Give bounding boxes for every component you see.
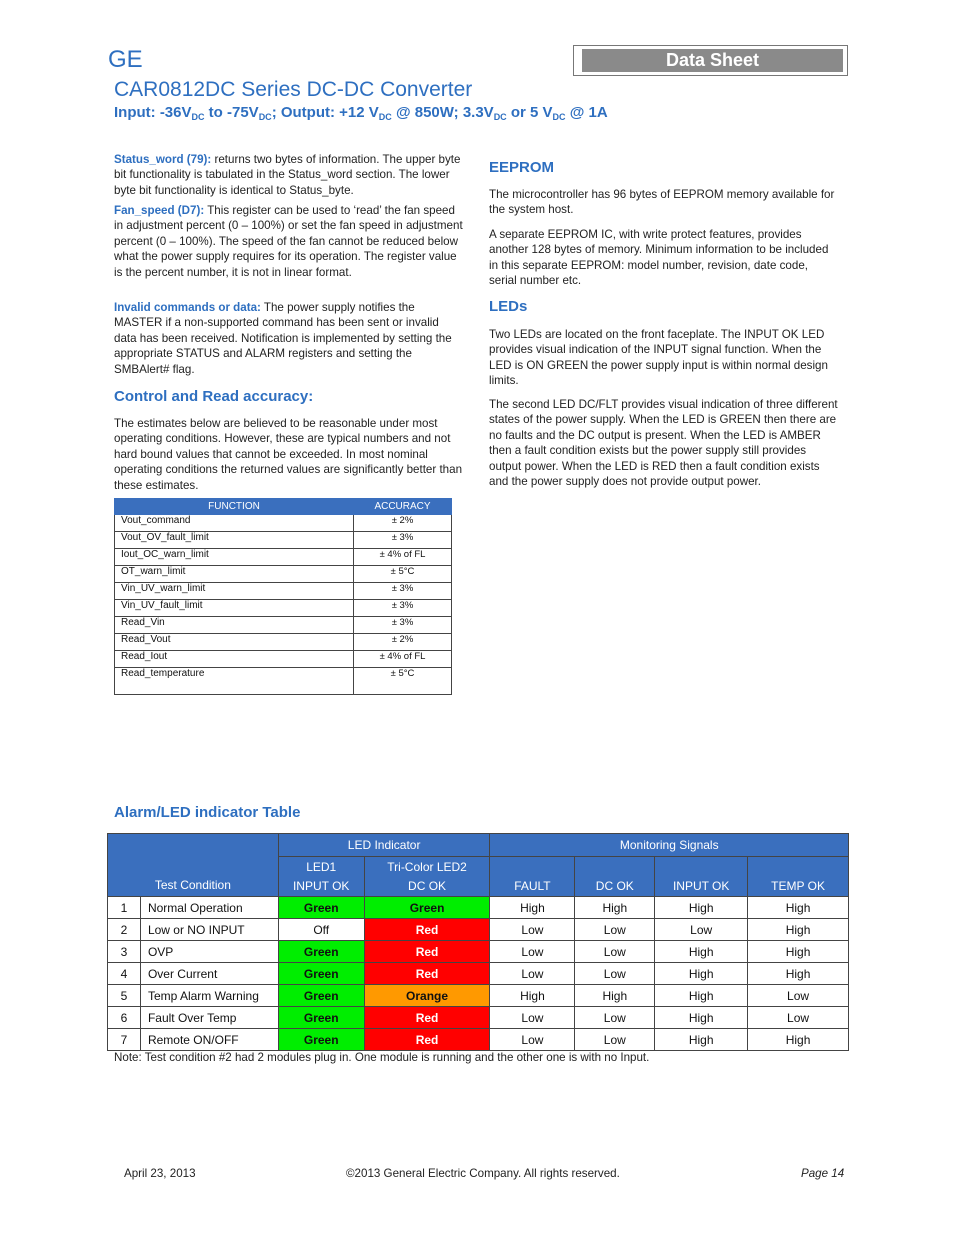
temp-ok-cell: Low <box>748 1007 849 1029</box>
accuracy-header-accuracy: ACCURACY <box>354 499 452 515</box>
fault-cell: Low <box>490 1007 575 1029</box>
fan-speed-paragraph: Fan_speed (D7): This register can be used to ‘read’ the fan speed in adjustment percent (0 – 100%) or set the fan speed in adjustment percent (0 – 100%). The speed of the fan cannot be reduced below what the power supply requires for its operation. The register value is the percent number, it is not in linear format. <box>114 204 463 279</box>
temp-ok-cell: Low <box>748 985 849 1007</box>
row-number-cell: 3 <box>108 941 141 963</box>
eeprom-paragraph-1: The microcontroller has 96 bytes of EEPROM memory available for the system host. <box>489 188 835 217</box>
accuracy-function-cell: Iout_OC_warn_limit <box>115 549 354 566</box>
temp-ok-cell: High <box>748 941 849 963</box>
dc-ok-cell: Low <box>575 1029 655 1051</box>
input-ok-cell: High <box>655 941 748 963</box>
accuracy-row <box>115 617 452 634</box>
fault-cell: Low <box>490 941 575 963</box>
dc-ok-cell: High <box>575 985 655 1007</box>
row-number-cell: 1 <box>108 897 141 919</box>
control-accuracy-text: The estimates below are believed to be reasonable under most operating conditions. However, these are typical numbers and not hard bound values that cannot be exceeded. In most nominal operating conditions the returned values are significantly better than these estimates. <box>114 417 463 492</box>
footer-copyright: ©2013 General Electric Company. All rights reserved. <box>346 1167 620 1180</box>
condition-cell: OVP <box>140 941 278 963</box>
led1-cell: Green <box>278 897 364 919</box>
accuracy-row <box>115 634 452 651</box>
alarm-row <box>108 985 849 1007</box>
col-fault: FAULT <box>490 857 575 897</box>
dc-ok-cell: Low <box>575 963 655 985</box>
accuracy-row <box>115 583 452 600</box>
led1-cell: Green <box>278 985 364 1007</box>
row-number-cell: 4 <box>108 963 141 985</box>
condition-cell: Temp Alarm Warning <box>140 985 278 1007</box>
condition-cell: Low or NO INPUT <box>140 919 278 941</box>
fan-speed-key: Fan_speed (D7): <box>114 204 205 217</box>
led2-cell: Red <box>364 1029 490 1051</box>
led1-cell: Green <box>278 941 364 963</box>
col-temp-ok: TEMP OK <box>748 857 849 897</box>
row-number-cell: 7 <box>108 1029 141 1051</box>
row-number-cell: 2 <box>108 919 141 941</box>
accuracy-function-cell: Vout_OV_fault_limit <box>115 532 354 549</box>
dc-ok-cell: Low <box>575 941 655 963</box>
row-number-cell: 6 <box>108 1007 141 1029</box>
accuracy-value-cell: ± 3% <box>354 617 452 634</box>
accuracy-function-cell: Read_Vout <box>115 634 354 651</box>
accuracy-row <box>115 600 452 617</box>
led2-cell: Orange <box>364 985 490 1007</box>
led1-cell: Green <box>278 1029 364 1051</box>
alarm-row <box>108 897 849 919</box>
led2-cell: Green <box>364 897 490 919</box>
accuracy-row <box>115 566 452 583</box>
fault-cell: Low <box>490 919 575 941</box>
input-ok-cell: Low <box>655 919 748 941</box>
accuracy-value-cell: ± 4% of FL <box>354 651 452 668</box>
accuracy-function-cell: Read_Vin <box>115 617 354 634</box>
accuracy-value-cell: ± 5°C <box>354 566 452 583</box>
col-led1: LED1 INPUT OK <box>278 857 364 897</box>
alarm-table-heading: Alarm/LED indicator Table <box>114 804 301 821</box>
accuracy-function-cell: Vin_UV_fault_limit <box>115 600 354 617</box>
led1-cell: Green <box>278 1007 364 1029</box>
input-ok-cell: High <box>655 963 748 985</box>
led2-cell: Red <box>364 963 490 985</box>
accuracy-value-cell: ± 3% <box>354 600 452 617</box>
status-word-paragraph: Status_word (79): returns two bytes of information. The upper byte bit functionality is tabulated in the Status_word section. The lower byte bit functionality is identical to Status_byte. <box>114 153 461 197</box>
led2-cell: Red <box>364 941 490 963</box>
led1-cell: Green <box>278 963 364 985</box>
leds-paragraph-1: Two LEDs are located on the front faceplate. The INPUT OK LED provides visual indication of the INPUT signal function. When the LED is ON GREEN the power supply input is within normal design limits. <box>489 328 828 388</box>
dc-ok-cell: Low <box>575 1007 655 1029</box>
dc-ok-cell: Low <box>575 919 655 941</box>
condition-cell: Fault Over Temp <box>140 1007 278 1029</box>
accuracy-value-cell: ± 3% <box>354 583 452 600</box>
accuracy-header-function: FUNCTION <box>115 499 354 515</box>
group-led-indicator: LED Indicator <box>278 834 490 857</box>
fault-cell: High <box>490 985 575 1007</box>
accuracy-table <box>114 498 452 695</box>
led2-cell: Red <box>364 919 490 941</box>
condition-cell: Remote ON/OFF <box>140 1029 278 1051</box>
accuracy-value-cell: ± 2% <box>354 515 452 532</box>
accuracy-function-cell: Vout_command <box>115 515 354 532</box>
alarm-row <box>108 1007 849 1029</box>
row-number-cell: 5 <box>108 985 141 1007</box>
accuracy-function-cell: Read_temperature <box>115 668 354 695</box>
invalid-commands-key: Invalid commands or data: <box>114 301 261 314</box>
col-test-condition: Test Condition <box>108 834 279 897</box>
input-ok-cell: High <box>655 897 748 919</box>
accuracy-value-cell: ± 2% <box>354 634 452 651</box>
alarm-row <box>108 963 849 985</box>
input-ok-cell: High <box>655 1007 748 1029</box>
ge-logo: GE <box>108 46 143 73</box>
status-word-key: Status_word (79): <box>114 153 212 166</box>
col-led2: Tri-Color LED2 DC OK <box>364 857 490 897</box>
accuracy-function-cell: Vin_UV_warn_limit <box>115 583 354 600</box>
data-sheet-label: Data Sheet <box>582 49 843 72</box>
control-accuracy-heading: Control and Read accuracy: <box>114 388 314 405</box>
accuracy-row <box>115 651 452 668</box>
accuracy-function-cell: Read_Iout <box>115 651 354 668</box>
led1-cell: Off <box>278 919 364 941</box>
fault-cell: High <box>490 897 575 919</box>
accuracy-value-cell: ± 5°C <box>354 668 452 695</box>
condition-cell: Over Current <box>140 963 278 985</box>
temp-ok-cell: High <box>748 963 849 985</box>
accuracy-row <box>115 668 452 695</box>
alarm-led-table <box>107 833 849 1051</box>
temp-ok-cell: High <box>748 897 849 919</box>
condition-cell: Normal Operation <box>140 897 278 919</box>
group-monitoring-signals: Monitoring Signals <box>490 834 849 857</box>
temp-ok-cell: High <box>748 919 849 941</box>
temp-ok-cell: High <box>748 1029 849 1051</box>
led2-cell: Red <box>364 1007 490 1029</box>
accuracy-value-cell: ± 4% of FL <box>354 549 452 566</box>
leds-paragraph-2: The second LED DC/FLT provides visual indication of three different states of the power supply. When the LED is GREEN then there are no faults and the DC output is present. When the LED is AMBER then a fault condition exists but the power supply still provides output power. When the LED is RED then a fault condition exists and the power supply does not provide output power. <box>489 398 838 489</box>
leds-heading: LEDs <box>489 298 528 315</box>
alarm-table-note: Note: Test condition #2 had 2 modules plug in. One module is running and the other one is with no Input. <box>114 1051 650 1064</box>
fault-cell: Low <box>490 1029 575 1051</box>
footer-date: April 23, 2013 <box>124 1167 196 1180</box>
dc-ok-cell: High <box>575 897 655 919</box>
accuracy-value-cell: ± 3% <box>354 532 452 549</box>
alarm-row <box>108 941 849 963</box>
col-input-ok: INPUT OK <box>655 857 748 897</box>
accuracy-row <box>115 515 452 532</box>
accuracy-function-cell: OT_warn_limit <box>115 566 354 583</box>
col-dc-ok: DC OK <box>575 857 655 897</box>
alarm-row <box>108 919 849 941</box>
eeprom-paragraph-2: A separate EEPROM IC, with write protect features, provides another 128 bytes of memory. Minimum information to be included in this separate EEPROM: model number, revision, date code, serial number etc. <box>489 228 829 288</box>
data-sheet-banner <box>573 45 848 76</box>
footer-page-number: Page 14 <box>801 1167 845 1180</box>
page-title: CAR0812DC Series DC-DC Converter <box>114 78 473 101</box>
invalid-commands-paragraph: Invalid commands or data: The power supply notifies the MASTER if a non-supported command has been sent or invalid data has been received. Notification is implemented by setting the appropriate STATUS and ALARM registers and setting the SMBAlert# flag. <box>114 301 452 376</box>
input-ok-cell: High <box>655 1029 748 1051</box>
input-ok-cell: High <box>655 985 748 1007</box>
accuracy-row <box>115 549 452 566</box>
page-subtitle: Input: $-36V_{DC}$ to $-75V_{DC}$; Output: +12 $V_{DC}$ @ 850W; $3.3V_{DC}$ or 5 $V_{DC}$ @ 1A <box>114 104 608 122</box>
eeprom-heading: EEPROM <box>489 159 555 176</box>
alarm-row <box>108 1029 849 1051</box>
accuracy-row <box>115 532 452 549</box>
fault-cell: Low <box>490 963 575 985</box>
